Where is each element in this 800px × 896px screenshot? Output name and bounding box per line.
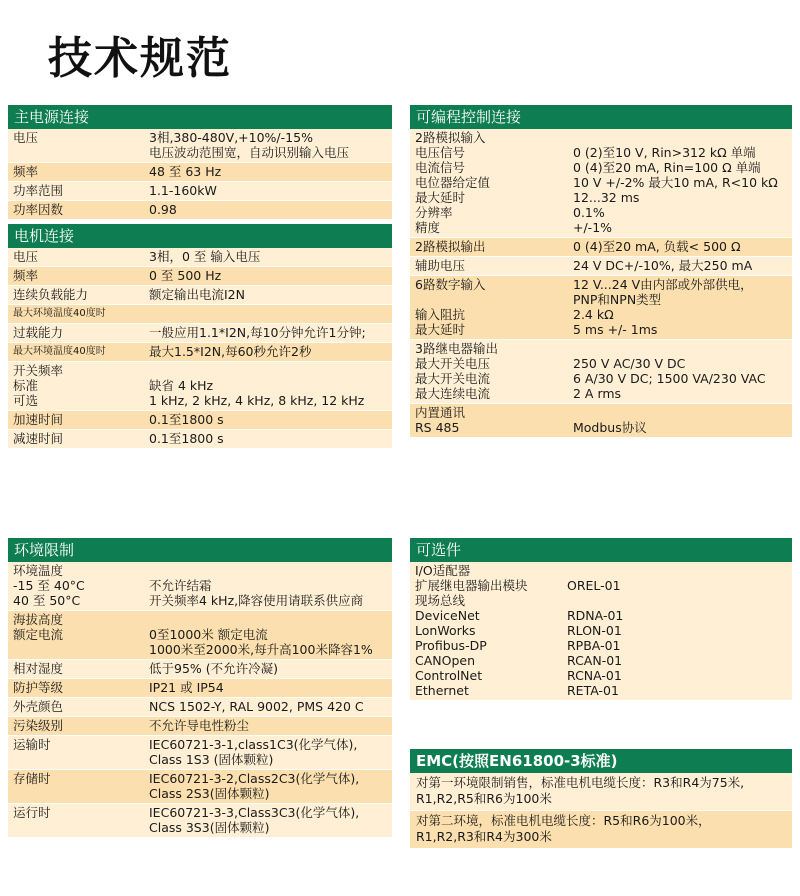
spec-row [8,698,392,717]
spec-label-line: Ethernet [415,683,469,698]
spec-label-line: 2路模拟输出 [415,239,486,254]
spec-label-line [13,642,149,657]
spec-label [410,258,573,273]
spec-label [410,239,573,254]
spec-value-line: IP21 或 IP54 [149,680,224,695]
spec-label-line: 减速时间 [13,431,64,446]
spec-value [149,680,392,695]
spec-row [410,562,792,701]
spec-row [8,770,392,804]
spec-label [8,699,149,714]
spec-value-line: IEC60721-3-2,Class2C3(化学气体), [149,771,360,786]
spec-label [8,183,149,198]
spec-value-line: 250 V AC/30 V DC [573,356,686,371]
spec-label-line: 分辨率 [415,205,453,220]
spec-label [410,405,573,435]
section-header: 主电源连接 [8,105,392,129]
spec-value-line: 1000米至2000米,每升高100米降容1% [149,642,373,657]
page-title: 技术规范 [48,33,232,84]
spec-label [8,737,149,767]
spec-label-line: 电流信号 [415,160,466,175]
spec-value-line: 最大1.5*I2N,每60秒允许2秒 [149,344,312,359]
spec-row [8,362,392,411]
spec-value [149,268,392,283]
spec-value-line: 0.1% [573,205,605,220]
spec-label [410,563,567,698]
spec-label [8,202,149,217]
spec-label [8,431,149,446]
section-header: 可选件 [410,538,792,562]
spec-label-line: 可选 [13,393,39,408]
spec-value-line: 1 kHz, 2 kHz, 4 kHz, 8 kHz, 12 kHz [149,393,365,408]
spec-value-line: RPBA-01 [567,638,621,653]
spec-value [573,130,792,235]
spec-value-line [149,563,392,578]
spec-label-line: ControlNet [415,668,483,683]
spec-value-line: 48 至 63 Hz [149,164,222,179]
spec-label-line [13,752,149,767]
spec-value-line: 0至1000米 额定电流 [149,627,268,642]
spec-value [149,130,392,160]
spec-value-line: Class 3S3(固体颗粒) [149,820,270,835]
spec-value-line: 0.1至1800 s [149,412,224,427]
spec-row [8,717,392,736]
spec-label-line: 外壳颜色 [13,699,64,714]
spec-value [567,563,792,698]
spec-value-line: 0.1至1800 s [149,431,224,446]
spec-value-line: 10 V +/-2% 最大10 mA, R<10 kΩ [573,175,778,190]
spec-label-line [13,786,149,801]
spec-label-line [13,820,149,835]
spec-value-line: 6 A/30 V DC; 1500 VA/230 VAC [573,371,766,386]
spec-value [149,412,392,427]
spec-label-line: 2路模拟输入 [415,130,486,145]
spec-label-line: 连续负载能力 [13,287,89,302]
spec-label [8,612,149,657]
spec-row [8,660,392,679]
spec-label-line: 40 至 50°C [13,593,81,608]
spec-value [149,612,392,657]
spec-label [8,306,149,321]
spec-label-line: 最大延时 [415,322,466,337]
spec-value [149,325,392,340]
spec-value-line: Modbus协议 [573,420,647,435]
spec-label-line: LonWorks [415,623,476,638]
spec-label [8,412,149,427]
spec-label-line: 运行时 [13,805,51,820]
spec-label [410,277,573,337]
spec-value [149,287,392,302]
spec-label-line: 额定电流 [13,627,64,642]
spec-value [573,341,792,401]
spec-label-line: 频率 [13,268,39,283]
spec-label [8,287,149,302]
spec-label [8,268,149,283]
spec-value-line: IEC60721-3-3,Class3C3(化学气体), [149,805,360,820]
spec-value-line: 24 V DC+/-10%, 最大250 mA [573,258,753,273]
main-power-panel [8,105,392,220]
spec-value-line: 0 (4)至20 mA, 负载< 500 Ω [573,239,741,254]
spec-value-line: +/-1% [573,220,613,235]
spec-label-line: DeviceNet [415,608,480,623]
spec-label-line: 功率因数 [13,202,64,217]
spec-value-line: 12 V...24 V由内部或外部供电， [573,277,753,292]
spec-value-line: 3相,380-480V,+10%/-15% [149,130,313,145]
emc-row [410,773,792,811]
spec-value [149,661,392,676]
spec-value-line: RCAN-01 [567,653,623,668]
spec-value-line: 电压波动范围宽，自动识别输入电压 [149,145,350,160]
spec-label [8,718,149,733]
spec-label-line: 频率 [13,164,39,179]
emc-line: 对第二环境，标准电机电缆长度：R5和R6为100米， [416,813,711,828]
spec-value-line: 0 (2)至10 V, Rin>312 kΩ 单端 [573,145,756,160]
spec-value-line: RDNA-01 [567,608,624,623]
spec-value-line: 3相，0 至 输入电压 [149,249,261,264]
spec-value [149,771,392,801]
spec-value-line: 2 A rms [573,386,622,401]
spec-label-line: 加速时间 [13,412,64,427]
environment-panel [8,538,392,838]
spec-label-line: CANOpen [415,653,476,668]
spec-row [410,276,792,340]
spec-value-line: 低于95% (不允许冷凝) [149,661,279,676]
spec-label-line: 最大连续电流 [415,386,491,401]
spec-value-line: PNP和NPN类型 [573,292,662,307]
spec-label-line: 防护等级 [13,680,64,695]
spec-row [8,286,392,305]
spec-value [149,699,392,714]
emc-line: R1,R2,R5和R6为100米 [416,791,552,806]
spec-label-line [415,292,573,307]
spec-label-line: 最大开关电压 [415,356,491,371]
emc-panel [410,749,792,849]
spec-value-line [573,405,792,420]
spec-value-line: RETA-01 [567,683,619,698]
spec-value [149,183,392,198]
spec-label [410,130,573,235]
spec-value [573,405,792,435]
spec-value [573,277,792,337]
spec-value [573,239,792,254]
spec-label [410,341,573,401]
spec-value [573,258,792,273]
spec-label-line: 最大延时 [415,190,466,205]
spec-value-line [567,593,792,608]
spec-value-line: 1.1-160kW [149,183,217,198]
spec-label-line: 辅助电压 [415,258,466,273]
spec-label-line: RS 485 [415,420,460,435]
spec-label-line: 功率范围 [13,183,64,198]
spec-value-line: 0 (4)至20 mA, Rin=100 Ω 单端 [573,160,761,175]
spec-row [410,404,792,438]
spec-value-line: 缺省 4 kHz [149,378,214,393]
spec-row [410,238,792,257]
spec-value [149,431,392,446]
spec-value-line: Class 1S3 (固体颗粒) [149,752,274,767]
spec-label-line: 标准 [13,378,39,393]
spec-label-line: 最大开关电流 [415,371,491,386]
spec-label-line: 现场总线 [415,593,466,608]
spec-value-line: RCNA-01 [567,668,622,683]
emc-line: R1,R2,R3和R4为300米 [416,829,552,844]
spec-label [8,771,149,801]
spec-label [8,363,149,408]
section-header: EMC(按照EN61800-3标准) [410,749,792,773]
spec-label [8,164,149,179]
spec-label [8,805,149,835]
spec-row [8,411,392,430]
spec-label [8,249,149,264]
spec-value-line: 2.4 kΩ [573,307,614,322]
spec-row [8,343,392,362]
spec-label-line: 扩展继电器输出模块 [415,578,528,593]
spec-row [8,201,392,220]
spec-label-line: 精度 [415,220,441,235]
spec-value-line [573,130,792,145]
spec-label-line: 开关频率 [13,363,64,378]
spec-value-line: RLON-01 [567,623,622,638]
spec-label [8,130,149,160]
spec-value-line: 不允许结霜 [149,578,212,593]
spec-value [149,718,392,733]
spec-row [8,324,392,343]
spec-label-line: 相对湿度 [13,661,64,676]
spec-row [8,182,392,201]
spec-value [149,164,392,179]
spec-label-line: 最大环境温度40度时 [13,346,106,357]
spec-value [149,737,392,767]
spec-label [8,661,149,676]
spec-label-line: 环境温度 [13,563,64,578]
spec-label-line [13,145,149,160]
spec-value-line [567,563,792,578]
spec-label-line: 电位器给定值 [415,175,491,190]
spec-value [149,805,392,835]
spec-value-line: 开关频率4 kHz,降容使用请联系供应商 [149,593,364,608]
spec-value-line: IEC60721-3-1,class1C3(化学气体), [149,737,358,752]
spec-value-line: 额定输出电流I2N [149,287,245,302]
spec-value-line: 一般应用1.1*I2N,每10分钟允许1分钟; [149,325,366,340]
spec-row [8,679,392,698]
spec-label [8,344,149,359]
spec-label-line: 电压 [13,130,39,145]
spec-value-line: Class 2S3(固体颗粒) [149,786,270,801]
spec-row [8,267,392,286]
spec-row [8,248,392,267]
programmable-control-panel [410,105,792,438]
spec-label-line: I/O适配器 [415,563,471,578]
spec-value [149,249,392,264]
spec-value-line [149,306,392,321]
spec-value [149,306,392,321]
spec-row [410,257,792,276]
spec-value [149,363,392,408]
spec-value [149,344,392,359]
spec-label [8,563,149,608]
spec-label-line: 过载能力 [13,325,64,340]
spec-value-line: 5 ms +/- 1ms [573,322,658,337]
spec-label-line: -15 至 40°C [13,578,85,593]
spec-row [8,804,392,838]
spec-label-line: Profibus-DP [415,638,487,653]
spec-label [8,325,149,340]
spec-label-line: 6路数字输入 [415,277,486,292]
spec-label-line: 3路继电器输出 [415,341,498,356]
spec-label-line: 电压 [13,249,39,264]
motor-panel [8,224,392,449]
section-header: 可编程控制连接 [410,105,792,129]
section-header: 环境限制 [8,538,392,562]
spec-value-line: 0.98 [149,202,177,217]
spec-label-line: 最大环境温度40度时 [13,308,106,319]
spec-row [8,562,392,611]
emc-row [410,811,792,849]
spec-row [410,340,792,404]
spec-row [8,305,392,324]
spec-value-line: NCS 1502-Y, RAL 9002, PMS 420 C [149,699,364,714]
spec-label-line: 运输时 [13,737,51,752]
spec-label-line: 内置通讯 [415,405,466,420]
section-header: 电机连接 [8,224,392,248]
spec-value-line [149,363,392,378]
spec-value-line [573,341,792,356]
spec-label-line: 污染级别 [13,718,64,733]
spec-label-line: 海拔高度 [13,612,64,627]
spec-value-line: 0 至 500 Hz [149,268,222,283]
spec-value-line: 不允许导电性粉尘 [149,718,250,733]
spec-value-line [149,612,392,627]
emc-line: 对第一环境限制销售，标准电机电缆长度：R3和R4为75米, [416,775,745,790]
spec-label-line: 电压信号 [415,145,466,160]
spec-row [410,129,792,238]
spec-value-line: 12...32 ms [573,190,640,205]
spec-label-line: 存储时 [13,771,51,786]
spec-row [8,611,392,660]
spec-row [8,129,392,163]
spec-row [8,163,392,182]
spec-value [149,563,392,608]
spec-label [8,680,149,695]
spec-value-line: OREL-01 [567,578,621,593]
spec-row [8,736,392,770]
spec-value [149,202,392,217]
options-panel [410,538,792,701]
spec-row [8,430,392,449]
spec-label-line: 输入阻抗 [415,307,466,322]
